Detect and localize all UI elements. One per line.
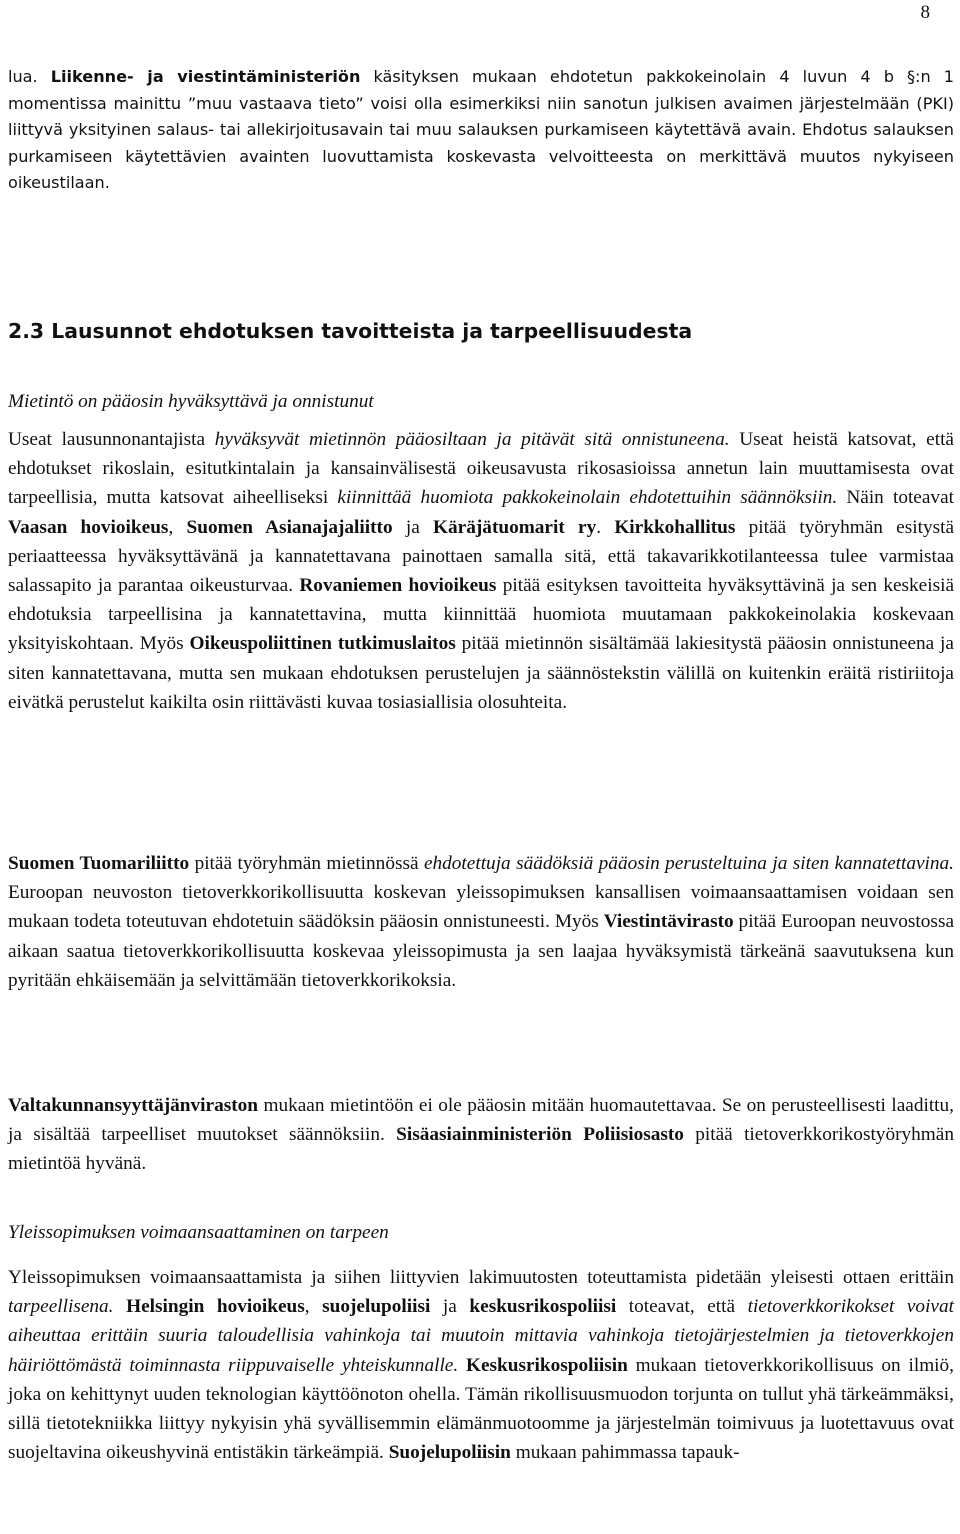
org-name: Suojelupoliisin bbox=[388, 1442, 511, 1464]
section-heading: 2.3 Lausunnot ehdotuksen tavoitteista ja tarpeellisuudesta bbox=[8, 319, 693, 343]
page-number: 8 bbox=[920, 2, 930, 23]
org-name: Vaasan hovioikeus bbox=[8, 516, 169, 538]
intro-paragraph: lua. Liikenne- ja viestintäministeriön käsityksen mukaan ehdotetun pakkokeinolain 4 luvun 4 b §:n 1 momentissa mainittu ”muu vastaava tieto” voisi olla esimerkiksi niin sanotun julkisen avaimen järjestelmään (PKI) liittyvä yksityinen salaus- tai allekirjoitusavain tai muu salauksen purkamiseen käytettävä avain. Ehdotus salauksen purkamiseen käytettävien avainten luovuttamista koskevasta velvoitteesta on merkittävä muutos nykyiseen oikeustilaan. bbox=[8, 67, 955, 193]
subheading-mietinto: Mietintö on pääosin hyväksyttävä ja onnistunut bbox=[8, 391, 374, 412]
org-name: Rovaniemen hovioikeus bbox=[299, 575, 497, 597]
paragraph-valtakunnansyyttaja: Valtakunnansyyttäjänviraston mukaan mietintöön ei ole pääosin mitään huomautettavaa. Se on perusteellisesti laadittu, ja sisältää tarpeelliset muutokset säännöksiin. Sisäasiainministeriön Poliisiosasto pitää tietoverkkorikostyöryhmän mietintöä hyvänä. bbox=[8, 1095, 954, 1175]
org-name: Sisäasiainministeriön Poliisiosasto bbox=[396, 1124, 684, 1146]
org-name: Viestintävirasto bbox=[603, 911, 734, 933]
org-name: Oikeuspoliittinen tutkimuslaitos bbox=[189, 633, 456, 655]
paragraph-voimaansaattaminen: Yleissopimuksen voimaansaattamista ja siihen liittyvien lakimuutosten toteuttamista pidetään yleisesti ottaen erittäin tarpeellisena. Helsingin hovioikeus, suojelupoliisi ja keskusrikospoliisi toteavat, että tietoverkkorikokset voivat aiheuttaa erittäin suuria taloudellisia vahinkoja tai muutoin mittavia vahinkoja tietojärjestelmien ja tietoverkkojen häiriöttömästä toiminnasta riippuvaiselle yhteiskunnalle. Keskusrikospoliisin mukaan tietoverkkorikollisuus on ilmiö, joka on kehittynyt uuden teknologian käyttöönoton ohella. Tämän rikollisuusmuodon torjunta on tullut yhä tärkeämmäksi, sillä tietotekniikka liittyy nykyisin yhä syvällisemmin elämänmuotoomme ja järjestelmän toimivuus ja luotettavuus ovat suojeltavina oikeushyvinä entistäkin tärkeämpiä. Suojelupoliisin mukaan pahimmassa tapauk- bbox=[8, 1267, 955, 1464]
org-name: Suomen Asianajajaliitto bbox=[186, 516, 393, 538]
org-name: Valtakunnansyyttäjänviraston bbox=[8, 1095, 259, 1116]
ministry-name: Liikenne- ja viestintäministeriön bbox=[50, 67, 361, 86]
org-name: Suomen Tuomariliitto bbox=[8, 853, 190, 874]
org-name: Kirkkohallitus bbox=[614, 516, 736, 538]
org-name: Käräjätuomarit ry bbox=[433, 516, 597, 538]
org-name: Keskusrikospoliisin bbox=[465, 1354, 628, 1376]
org-name: suojelupoliisi bbox=[322, 1296, 431, 1318]
org-name: keskusrikospoliisi bbox=[469, 1296, 617, 1318]
paragraph-lausunnot: Useat lausunnonantajista hyväksyvät mietinnön pääosiltaan ja pitävät sitä onnistuneena. Useat heistä katsovat, että ehdotukset rikoslain, esitutkintalain ja kansainvälisestä oikeusavusta rikosasioissa annetun lain muuttamisesta ovat tarpeellisia, mutta katsovat aiheelliseksi kiinnittää huomiota pakkokeinolain ehdotettuihin säännöksiin. Näin toteavat Vaasan hovioikeus, Suomen Asianajajaliitto ja Käräjätuomarit ry. Kirkkohallitus pitää työryhmän esitystä periaatteessa hyväksyttävänä ja kannatettavana painottaen samalla sitä, että takavarikkotilanteessa tulee varmistaa salassapito ja parantaa oikeusturvaa. Rovaniemen hovioikeus pitää esityksen tavoitteita hyväksyttävinä ja sen keskeisiä ehdotuksia tarpeellisina ja kannatettavina, mutta kiinnittää huomiota muutamaan pakkokeinolakia koskevaan yksityiskohtaan. Myös Oikeuspoliittinen tutkimuslaitos pitää mietinnön sisältämää lakiesitystä pääosin onnistuneena ja siten kannatettavana, mutta sen mukaan ehdotuksen perustelujen ja säännöstekstin välillä on kuitenkin eräitä ristiriitoja eivätkä perustelut kaikilta osin riittävästi kuvaa tosiasiallisia olosuhteita. bbox=[8, 429, 955, 713]
org-name: Helsingin hovioikeus bbox=[126, 1296, 305, 1318]
subheading-yleissopimus: Yleissopimuksen voimaansaattaminen on tarpeen bbox=[8, 1222, 389, 1243]
paragraph-tuomariliitto: Suomen Tuomariliitto pitää työryhmän mietinnössä ehdotettuja säädöksiä pääosin perusteltuina ja siten kannatettavina. Euroopan neuvoston tietoverkkorikollisuutta koskevan yleissopimuksen kansallisen voimaansaattamisen voidaan sen mukaan todeta toteutuvan ehdotetuin säädöksin pääosin onnistuneesti. Myös Viestintävirasto pitää Euroopan neuvostossa aikaan saatua tietoverkkorikollisuutta koskevaa yleissopimusta ja sen laajaa hyväksymistä tärkeänä saavutuksena kun pyritään ehkäisemään ja selvittämään tietoverkkorikoksia. bbox=[8, 853, 954, 991]
